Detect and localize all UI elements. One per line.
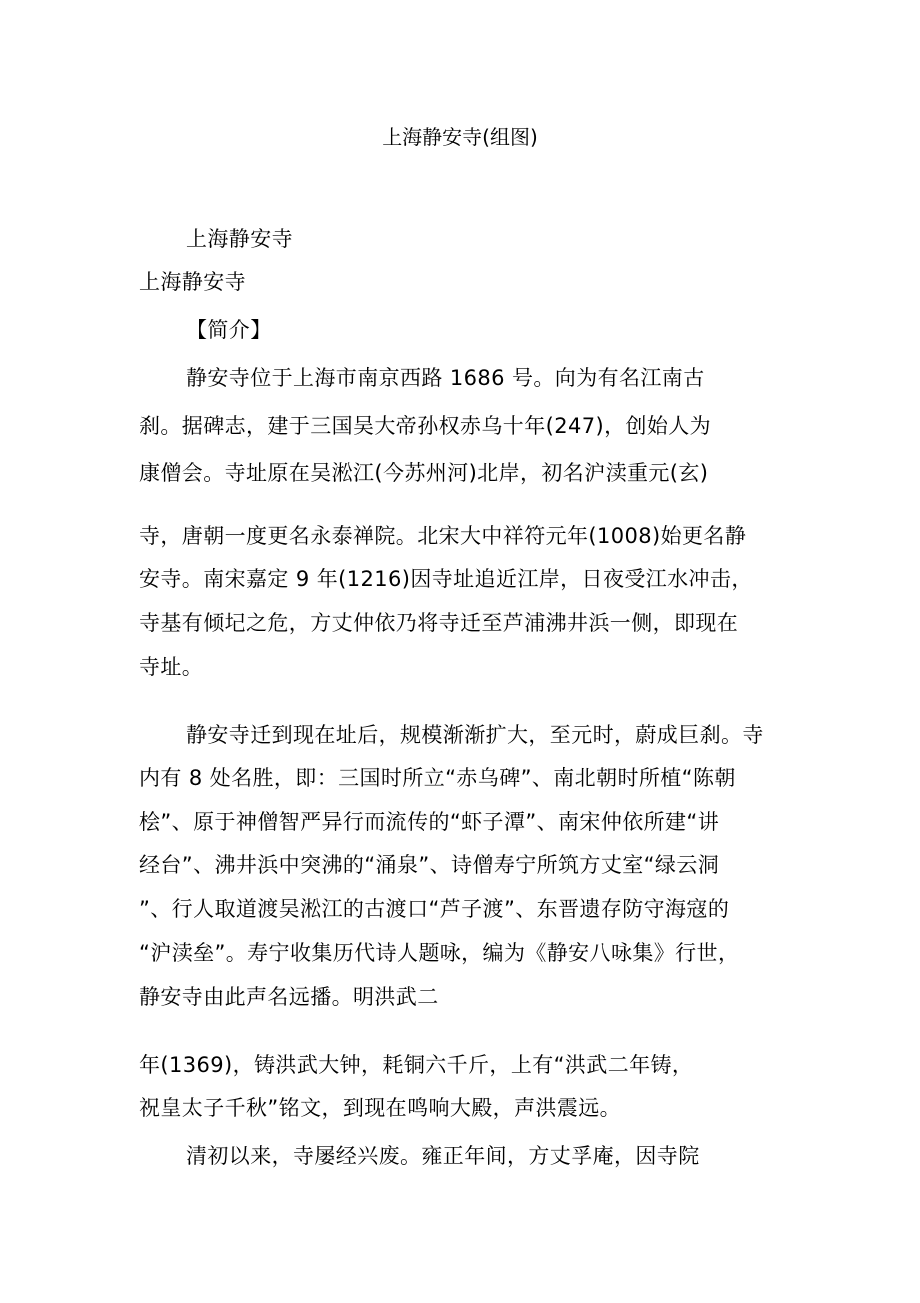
- paragraph-line: “沪渎垒”。寿宁收集历代诗人题咏，编为《静安八咏集》行世，: [139, 941, 740, 965]
- paragraph-line: 寺址。: [139, 655, 204, 679]
- paragraph-line: 刹。据碑志，建于三国吴大帝孙权赤乌十年(247)，创始人为: [139, 414, 712, 438]
- paragraph-line: 清初以来，寺屡经兴废。雍正年间，方丈孚庵，因寺院: [186, 1144, 700, 1168]
- paragraph-line: 静安寺位于上海市南京西路 1686 号。向为有名江南古: [186, 366, 705, 390]
- paragraph-line: 静安寺迁到现在址后，规模渐渐扩大，至元时，蔚成巨刹。寺: [186, 723, 764, 747]
- subtitle-indented: 上海静安寺: [186, 227, 293, 251]
- paragraph-line: 桧”、原于神僧智严异行而流传的“虾子潭”、南宋仲依所建“讲: [139, 810, 720, 834]
- paragraph-line: 祝皇太子千秋”铭文，到现在鸣响大殿，声洪震远。: [139, 1096, 622, 1120]
- paragraph-line: 寺基有倾圮之危，方丈仲依乃将寺迁至芦浦沸井浜一侧，即现在: [139, 611, 739, 635]
- paragraph-line: 内有 8 处名胜，即：三国时所立“赤乌碑”、南北朝时所植“陈朝: [139, 766, 736, 790]
- paragraph-line: 康僧会。寺址原在吴淞江(今苏州河)北岸，初名沪渎重元(玄): [139, 461, 709, 485]
- paragraph-line: ”、行人取道渡吴淞江的古渡口“芦子渡”、东晋遗存防守海寇的: [139, 897, 730, 921]
- subtitle: 上海静安寺: [139, 270, 246, 294]
- section-heading-intro: 【简介】: [186, 318, 272, 342]
- document-title: 上海静安寺(组图): [382, 125, 538, 149]
- paragraph-line: 经台”、沸井浜中突沸的“涌泉”、诗僧寿宁所筑方丈室“绿云洞: [139, 853, 720, 877]
- paragraph-line: 年(1369)，铸洪武大钟，耗铜六千斤，上有“洪武二年铸，: [139, 1053, 694, 1077]
- paragraph-line: 静安寺由此声名远播。明洪武二: [139, 985, 439, 1009]
- paragraph-line: 寺，唐朝一度更名永泰禅院。北宋大中祥符元年(1008)始更名静: [139, 524, 747, 548]
- paragraph-line: 安寺。南宋嘉定 9 年(1216)因寺址追近江岸，日夜受江水冲击，: [139, 567, 753, 591]
